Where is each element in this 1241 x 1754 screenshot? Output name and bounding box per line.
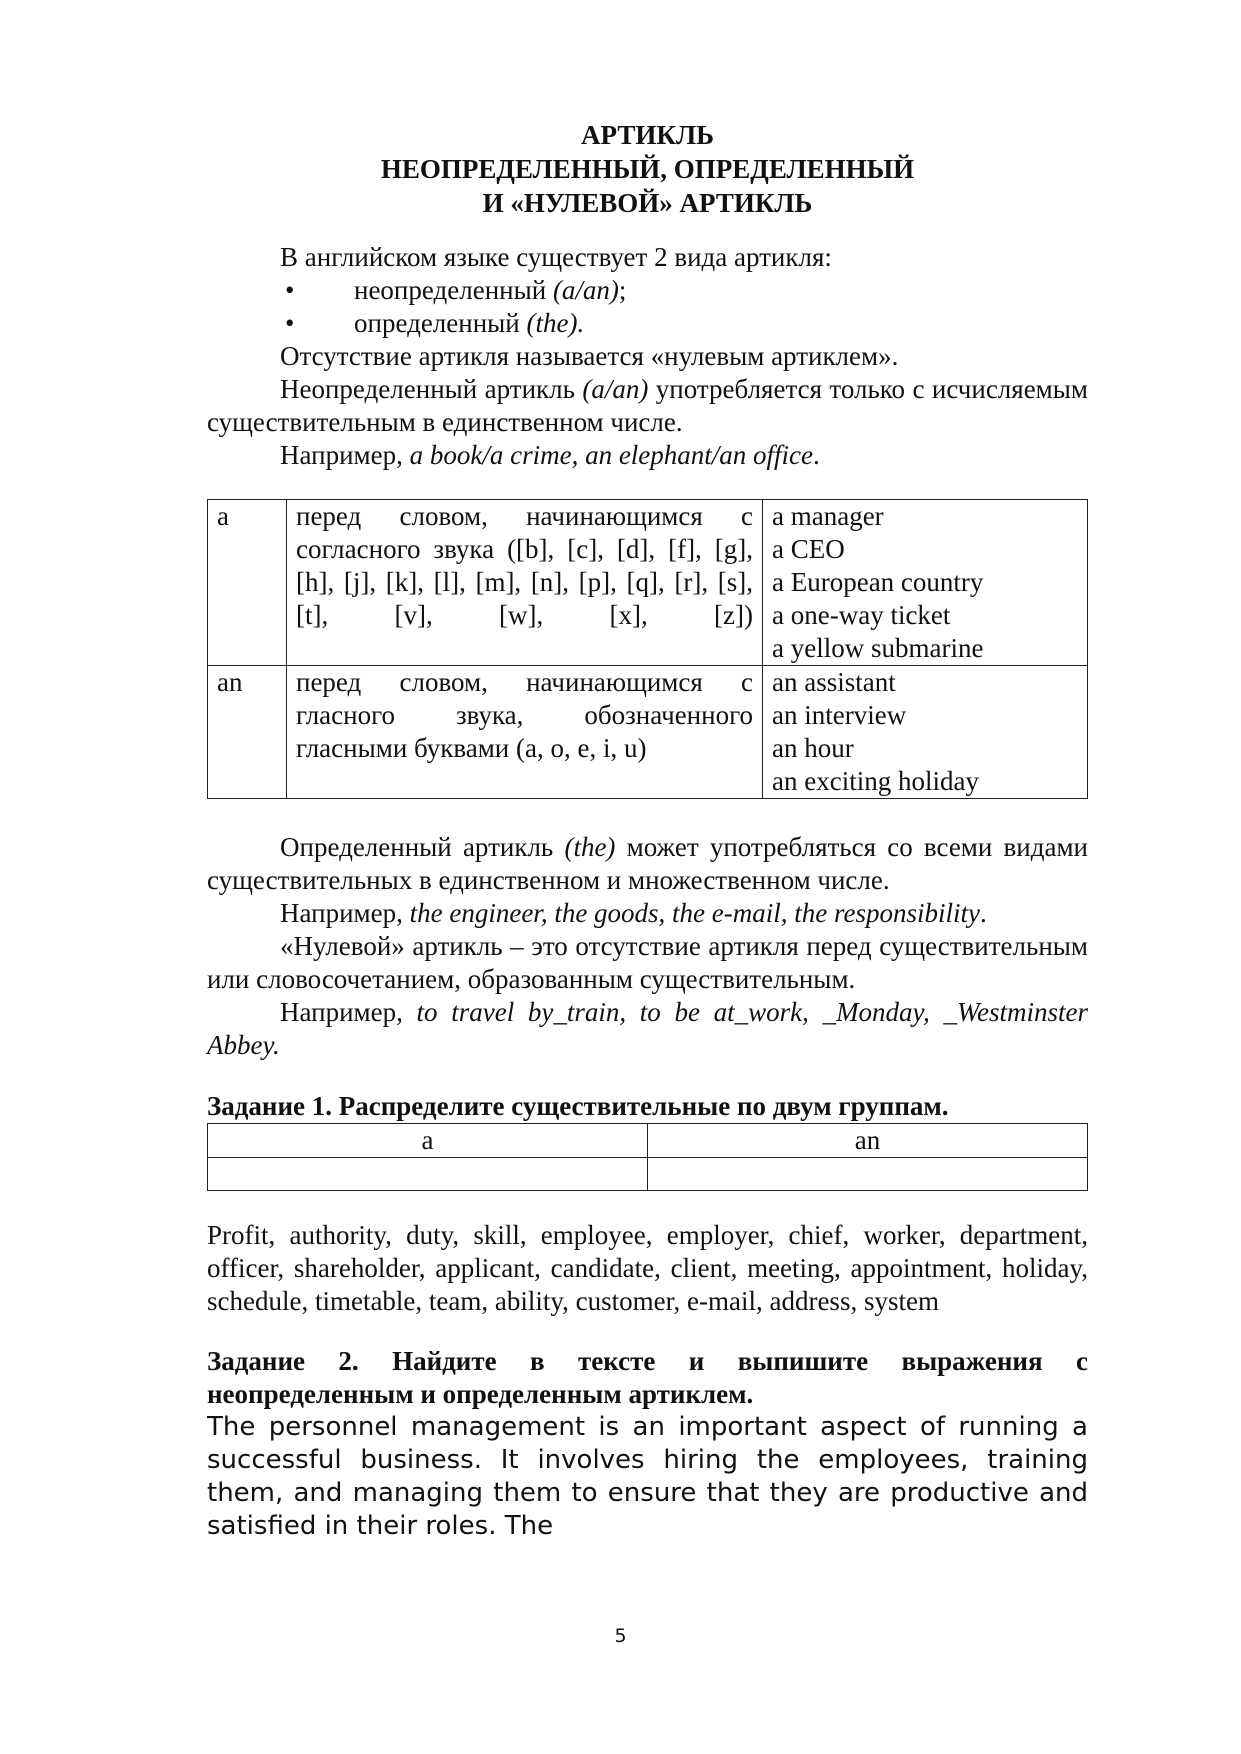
example-item: a manager: [772, 501, 884, 531]
article-types-list: [207, 274, 1088, 340]
article-rules-table: [207, 499, 1088, 799]
definite-paragraph: Определенный артикль (the) может употребляться со всеми видами существительных в единственном и множественном числе.: [207, 832, 1088, 895]
table-cell-rule: перед словом, начинающимся с согласного звука ([b], [c], [d], [f], [g], [h], [j], [k], [l], [m], [n], [p], [q], [r], [s], [t], [v], [w], [x], [z]): [287, 500, 763, 666]
page-number: 5: [614, 1625, 627, 1647]
example-item: an exciting holiday: [772, 766, 979, 796]
table-row: [208, 666, 1088, 799]
intro-line: В английском языке существует 2 вида артикля:: [280, 242, 832, 272]
column-header-an: an: [648, 1124, 1088, 1158]
table-row: [208, 1124, 1088, 1158]
example-item: an assistant: [772, 667, 896, 697]
table-row: [208, 1158, 1088, 1191]
bullet-icon: •: [285, 308, 295, 338]
answer-cell-an[interactable]: [648, 1158, 1088, 1191]
table-cell-article: a: [208, 500, 287, 666]
zero-article-line: Отсутствие артикля называется «нулевым артиклем».: [280, 341, 899, 371]
indefinite-example: Например, a book/a crime, an elephant/an office.: [280, 440, 820, 470]
title-line: И «НУЛЕВОЙ» АРТИКЛЬ: [482, 188, 813, 218]
zero-example: Например, to travel by_train, to be at_work, _Monday, _Westminster Abbey.: [207, 997, 1088, 1060]
table-row: [208, 500, 1088, 666]
example-item: an interview: [772, 700, 907, 730]
task1-table: [207, 1123, 1088, 1191]
zero-paragraph: «Нулевой» артикль – это отсутствие артикля перед существительным или словосочетанием, образованным существительным.: [207, 931, 1088, 994]
list-item: • определенный (the).: [285, 308, 585, 338]
example-item: a one-way ticket: [772, 600, 951, 630]
example-item: a European country: [772, 567, 984, 597]
table-cell-rule: перед словом, начинающимся с гласного звука, обозначенного гласными буквами (a, o, e, i, u): [287, 666, 763, 799]
bullet-icon: •: [285, 275, 295, 305]
title-line: НЕОПРЕДЕЛЕННЫЙ, ОПРЕДЕЛЕННЫЙ: [380, 154, 915, 184]
table-cell-examples: [763, 666, 1088, 799]
page-content: [207, 118, 1088, 1543]
page-title: [207, 118, 1088, 220]
task1-word-list: Profit, authority, duty, skill, employee, employer, chief, worker, department, officer, shareholder, applicant, candidate, client, meeting, appointment, holiday, schedule, timetable, team, ability, customer, e-mail, address, system: [207, 1220, 1088, 1316]
table-cell-article: an: [208, 666, 287, 799]
example-item: an hour: [772, 733, 854, 763]
indefinite-paragraph: Неопределенный артикль (a/an) употребляется только с исчисляемым существительным в единственном числе.: [207, 374, 1088, 437]
definite-example: Например, the engineer, the goods, the e-mail, the responsibility.: [280, 898, 987, 928]
example-item: a yellow submarine: [772, 633, 984, 663]
task2-heading: Задание 2. Найдите в тексте и выпишите выражения с неопределенным и определенным артиклем.: [207, 1346, 1088, 1409]
table-cell-examples: [763, 500, 1088, 666]
list-item: • неопределенный (a/an);: [285, 275, 627, 305]
answer-cell-a[interactable]: [208, 1158, 648, 1191]
column-header-a: a: [208, 1124, 648, 1158]
title-line: АРТИКЛЬ: [581, 120, 714, 150]
task2-text: The personnel management is an important aspect of running a successful business. It involves hiring the employees, training them, and managing them to ensure that they are productive and satisfied in their roles. The: [207, 1412, 1088, 1541]
example-item: a CEO: [772, 534, 845, 564]
task1-heading: Задание 1. Распределите существительные по двум группам.: [207, 1091, 949, 1121]
